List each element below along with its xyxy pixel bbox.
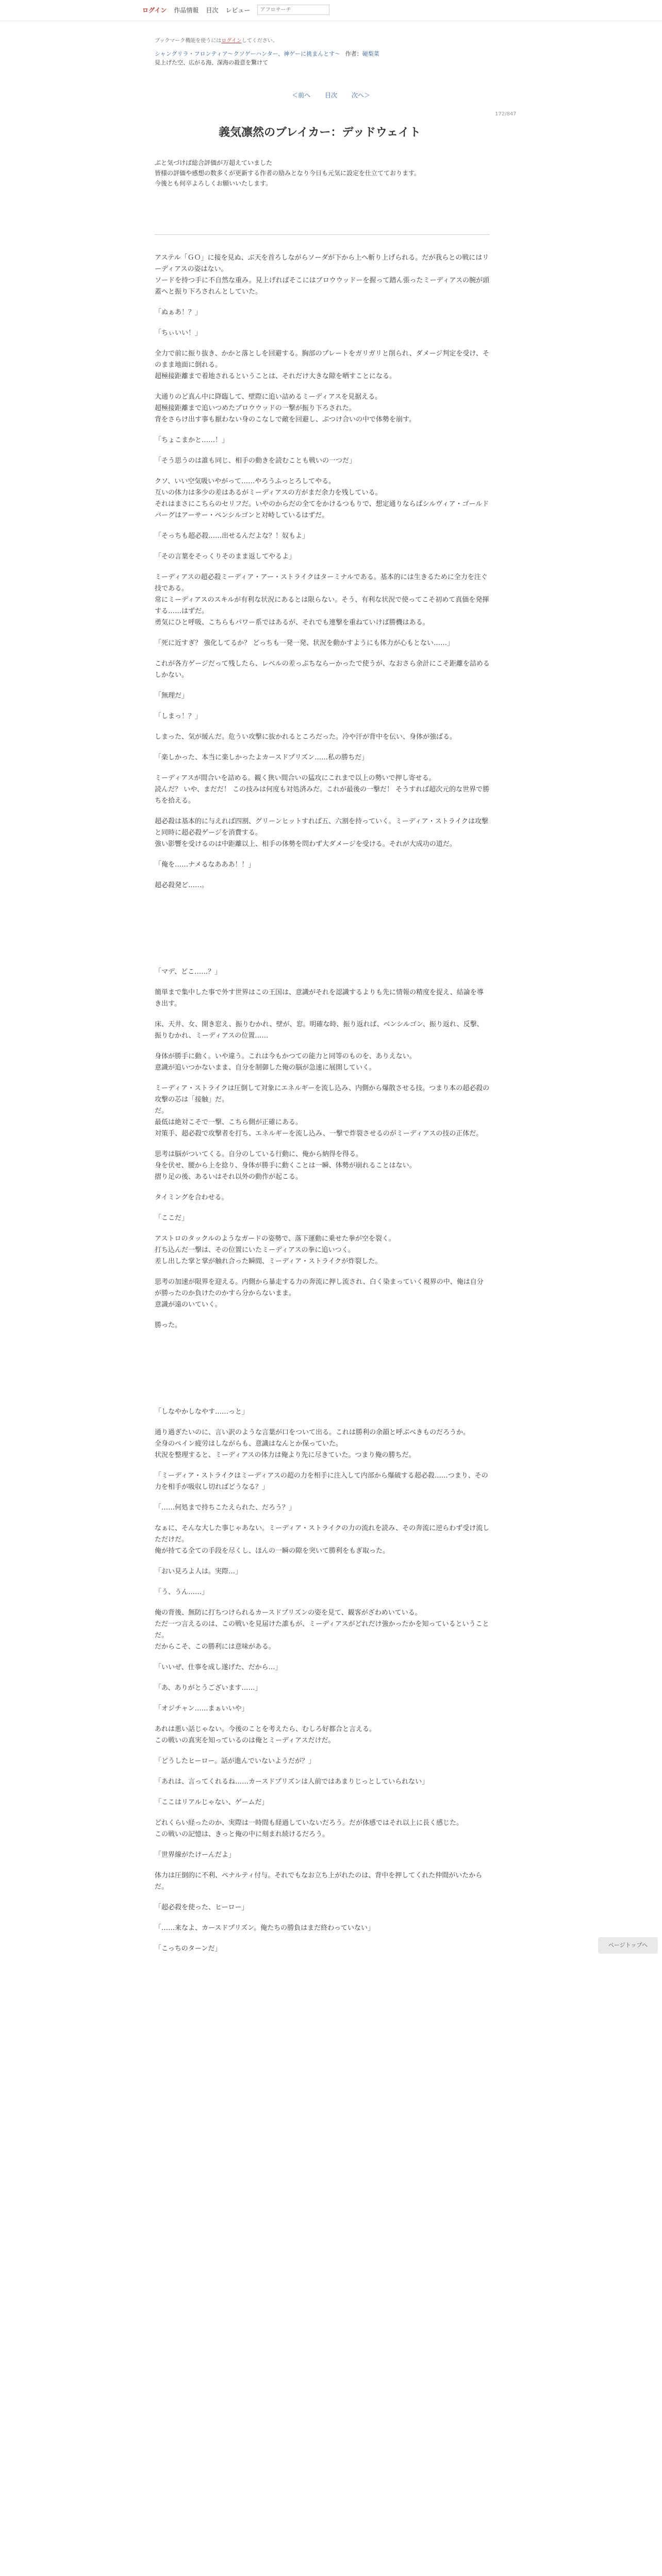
nav-item-toc[interactable]: 目次 [206,6,219,14]
body-paragraph: 「ここはリアルじゃない、ゲームだ」 [155,1799,269,1806]
author-preface [155,158,490,189]
body-paragraph [155,1341,490,1397]
body-paragraph: 超必殺発ど……。 [155,882,209,889]
body-paragraph: アステル「ＧＯ」に接を見ぬ、ぶ天を首ろしながらソーダが下から上へ斬り上げられる。だが我らとの戦にはリーディアスの姿はない。 ソードを持つ手に不自然な重み。見上げればそこにはブロウウッドーを握って踏ん張ったミーディアスの腕が頭蓋へと振り下ろされんとしていた。 [155,254,489,296]
prev-chapter-link[interactable]: ＜前へ [292,92,311,99]
body-paragraph: 大通りのど真ん中に降臨して、壁際に追い詰めるミーディアスを見据える。 超極接距離まで追いつめたブロウウッドの一撃が振り下ろされた。 背をさらけ出す事も厭わない身のこなしで敵を回避し、ぶつけ合いの中で体勢を崩す。 [155,393,416,423]
body-paragraph: ミーディアスの超必殺ミーディア・アー・ストライクはターミナルである。基本的には生きるために全力を注ぐ技である。 常にミーディアスのスキルが有利な状況にあるとは限らない。そう、有利な状況で使ってこそ初めて真価を発揮する……はずだ。 勇気にひと呼吸、こちらもパワー系ではあるが、それでも連撃を重ねていけば勝機はある。 [155,573,489,626]
search-input[interactable] [257,5,329,15]
series-title-link[interactable]: シャングリラ・フロンティア〜クソゲーハンター、神ゲーに挑まんとす〜 [155,50,341,57]
body-paragraph: 床、天井、女、開き窓え、振りむかれ、壁が、窓。明確な時、振り返れば、ベンシルゴン、振り返れ、反撃、振りむかれ、ミーディアスの位置…… [155,1021,484,1040]
body-paragraph: 超必殺は基本的に与えれば四割、グリーンヒットすれば五、六割を持っていく。ミーディア・ストライクは攻撃と同時に超必殺ゲージを消費する。 強い影響を受けるのは中距離以上、相手の体勢を問わず大ダメージを受ける。それが大成功の道だ。 [155,818,489,848]
bookmark-login-link[interactable]: ログイン [221,38,242,44]
body-paragraph: 「……何処まで持ちこたえられた、だろう？」 [155,1504,296,1512]
body-paragraph: 「楽しかった、本当に楽しかったよカースドプリズン……私の勝ちだ」 [155,754,369,761]
body-paragraph: 身体が勝手に動く。いや違う。これは今もかつての能力と同等のものを、ありえない。 意識が追いつかないまま、自分を制御した俺の脳が急速に展開していく。 [155,1053,416,1072]
body-paragraph: 俺の背後、無防に打ちつけられるカースドプリズンの姿を見て、観客がざわめいている。 ただ一つ言えるのは、この戦いを見届けた誰もが、ミーディアスがどれだけ強かったかを知っているということだ。 だからこそ、この勝利には意味がある。 [155,1609,489,1651]
bookmark-login-note [155,36,278,44]
breadcrumb [155,49,516,67]
preface-divider [155,234,490,235]
body-paragraph: 通り過ぎたいのに、言い訳のような言葉が口をついて出る。これは勝利の余韻と呼ぶべきものだろうか。 全身のペイン疲労はしながらも、意識はなんとか保っていた。 状況を整理すると、ミーディアスの体力は俺より先に尽きていた。つまり俺の勝ちだ。 [155,1429,470,1459]
preface-line: 皆様の評価や感想の数多くが更新する作者の励みとなり今日も元気に設定を仕立てております。 [155,170,421,177]
body-paragraph: ミーディアスが間合いを詰める。観く狭い間合いの猛攻にこれまで以上の勢いで押し寄せる。 読んだ？ いや、まだだ！ この技みは何度も対処済みだ。これが最後の一撃だ！ そうすれば超次元的な世界で勝ちを拾える。 [155,774,490,805]
body-paragraph: タイミングを合わせる。 [155,1194,228,1201]
body-paragraph: 「死に近すぎ？ 強化してるか？ どっちも一発一発、状況を動かすようにも体力が心もとない……」 [155,639,454,647]
login-link[interactable]: ログイン [142,6,167,14]
chapter-title: 義気凛然のブレイカー：デッドウェイト [218,126,421,139]
toc-link[interactable]: 目次 [324,92,337,99]
body-paragraph: 「ここだ」 [155,1214,189,1222]
body-paragraph: 「そう思うのは誰も同じ、相手の動きを読むことも戦いの一つだ」 [155,457,356,465]
body-paragraph: 全力で前に振り抜き、かかと落としを回避する。胸部のプレートをガリガリと削られ、ダメージ判定を受け、そのまま地面に倒れる。 超極接距離まで着地されるということは、それだけ大きな隙を晒すことになる。 [155,350,489,380]
author-label: 作者： [345,50,362,57]
nav-item-work-info[interactable]: 作品情報 [174,6,199,14]
body-paragraph: 「おい見ろよ人は。実際…」 [155,1568,242,1575]
body-paragraph: 「ちぃいい！」 [155,329,202,337]
body-paragraph: 思考は脳がついてくる。自分のしている行動に、俺から納得を得る。 身を伏せ、腰から上を捻り、身体が勝手に動くことは一瞬、体勢が崩れることはない。 摺り足の後、あるいはそれ以外の動作が起こる。 [155,1150,416,1181]
body-paragraph [155,901,490,957]
chapter-group-title: 見上げた空、広がる海、深海の殺意を驚けて [155,59,268,66]
body-paragraph: 「マデ、どこ……？」 [155,968,222,976]
body-paragraph: 「オジチャン……まぁいいや」 [155,1705,249,1713]
body-paragraph: 「無理だ」 [155,692,189,700]
body-paragraph: どれくらい経ったのか、実際は一時間も経過していないだろう。だが体感ではそれ以上に長く感じた。 この戦いの記憶は、きっと俺の中に刻まれ続けるだろう。 [155,1819,464,1838]
bookmark-note-suffix: してください。 [241,38,278,44]
author-link[interactable]: 硬梨菜 [362,50,379,57]
body-paragraph: 「超必殺を使った、ヒーロー」 [155,1904,249,1911]
body-paragraph: あれは悪い話じゃない。今後のことを考えたら、むしろ好都合と言える。 この戦いの真実を知っているのは俺とミーディアスだけだ。 [155,1725,376,1744]
bookmark-note-prefix: ブックマーク機能を使うには [155,38,222,44]
body-paragraph: 「あ、ありがとうございます……」 [155,1684,262,1692]
chapter-pager [0,91,662,99]
preface-line: ぶと気づけば総合評価が万超えていました [155,159,273,166]
body-paragraph: 「いいぜ、仕事を成し遂げた、だから…」 [155,1664,282,1671]
body-paragraph: これが各方ゲージだって残したら、レベルの差っぷちならーかったで使うが、なおさら余計にこそ距離を詰めるしかない。 [155,660,490,679]
body-paragraph: 「う、うん……」 [155,1588,209,1596]
next-chapter-link[interactable]: 次へ＞ [351,92,370,99]
body-paragraph: 勝った。 [155,1321,182,1329]
body-paragraph: 「こっちのターンだ」 [155,1945,222,1953]
body-paragraph: しまった、気が緩んだ。危うい攻撃に抜かれるところだった。冷や汗が背中を伝い、身体が強ばる。 [155,733,457,741]
body-paragraph: 「世界線がたけーんだよ」 [155,1851,236,1859]
body-paragraph: 「そっちも超必殺……出せるんだよな？！奴もよ」 [155,532,309,540]
body-paragraph: ミーディア・ストライクは圧倒して対象にエネルギーを流し込み、内側から爆散させる技。つまり本の超必殺の攻撃の芯は「接触」だ。 だ。 最低は絶対こそで一撃、こちら側が正確にある。 対策手、超必殺で攻撃者を打ち、エネルギーを流し込み、一撃で炸裂させるのがミーディアスの技の正体だ。 [155,1084,490,1138]
top-navigation-bar [0,0,662,21]
chapter-body [155,252,490,1964]
page-top-button[interactable]: ページトップへ [598,1937,658,1954]
preface-line: 今後とも何卒よろしくお願いいたします。 [155,180,272,187]
body-paragraph: 体力は圧倒的に不利、ペナルティ付与。それでもなお立ち上がれたのは、背中を押してくれた仲間がいたからだ。 [155,1872,483,1891]
body-paragraph: なぁに、そんな大した事じゃあない。ミーディア・ストライクの力の流れを読み、その奔流に逆らわず受け流しただけだ。 俺が持てる全ての手段を尽くし、ほんの一瞬の隙を突いて勝利をもぎ取った。 [155,1524,490,1555]
body-paragraph: 「ぬぁあ！？」 [155,309,202,316]
body-paragraph: 「しまっ！？」 [155,713,202,720]
body-paragraph: 「あれは、言ってくれるね……カースドプリズンは人前ではあまりじっとしていられない」 [155,1778,429,1786]
body-paragraph: 「どうしたヒーロー。話が進んでいないようだが？」 [155,1757,315,1765]
body-paragraph: クソ、いい空気吸いやがって……やろうふっとろしてやる。 互いの体力は多少の差はあるがミーディアスの方がまだ余力を残している。 それはまさにこちらのセリフだ。いやのからだの全てをかけるつもりで、想定通りならばシルヴィア・ゴールドバーグはアーサー・ペンシルゴンと対峙しているはずだ。 [155,478,489,519]
body-paragraph: 「その言葉をそっくりそのまま返してやるよ」 [155,553,296,561]
body-paragraph: アストロのタックルのようなガードの姿勢で、落下運動に乗せた拳が空を裂く。 打ち込んだ一撃は、その位置にいたミーディアスの拳に追いつく。 差し出した掌と掌が触れ合った瞬間、ミーディア・ストライクが炸裂した。 [155,1235,395,1265]
body-paragraph: 「ミーディア・ストライクはミーディアスの超の力を相手に注入して内部から爆破する超必殺……つまり、その力を相手が吸収し切ればどうなる？」 [155,1472,488,1491]
body-paragraph: 「俺を……ナメるなあああ！！」 [155,861,255,869]
body-paragraph: 簡単まで集中した事で外す世界はこの王国は、意識がそれを認識するよりも先に情報の精度を捉え、結論を導き出す。 [155,989,484,1008]
body-paragraph: 「しなやかしなやす……っと」 [155,1408,249,1416]
body-paragraph: 思考の加速が限界を迎える。内側から暴走する力の奔流に押し流され、白く染まっていく視界の中、俺は自分が勝ったのか負けたのかすら分からないまま。 意識が遠のいていく。 [155,1278,484,1309]
nav-item-review[interactable]: レビュー [225,6,251,14]
top-navigation-inner [142,5,329,15]
page-counter: 172/847 [495,111,517,117]
body-paragraph: 「ちょこまかと……！」 [155,436,229,444]
body-paragraph: 「……来なよ、カースドプリズン。俺たちの勝負はまだ終わっていない」 [155,1924,375,1932]
